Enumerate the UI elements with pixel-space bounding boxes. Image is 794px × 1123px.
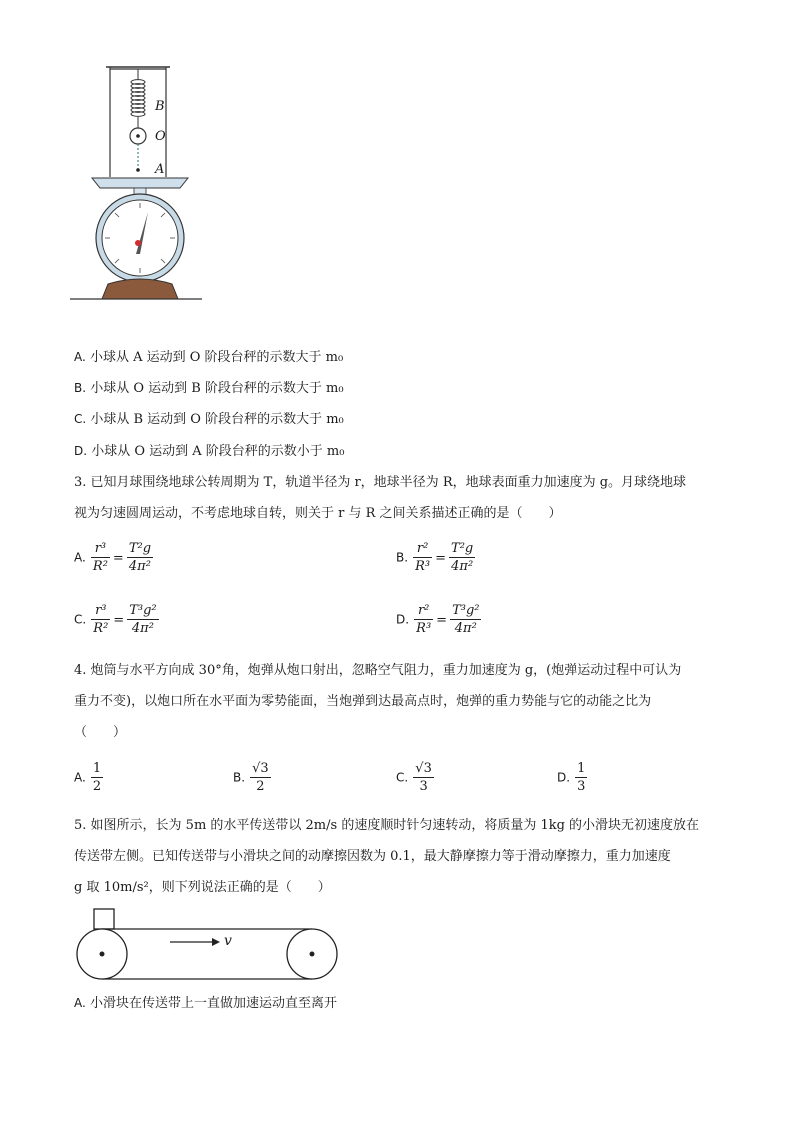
fraction: $\frac{\text{r³}}{\text{R²}}$ [93,603,109,636]
q4-option-a[interactable]: A. $\frac{1}{2}$ [74,761,102,794]
q4-stem-line1: 4. 炮筒与水平方向成 30°角，炮弹从炮口射出，忽略空气阻力，重力加速度为 g，(炮弹运动过程中可认为 [74,663,682,678]
q2-option-b[interactable]: B. 小球从 O 运动到 B 阶段台秤的示数大于 m₀ [74,381,344,396]
fraction: $\frac{\text{T²g}}{\text{4π²}}$ [451,541,474,574]
fraction: $\frac{1}{2}$ [92,761,102,794]
q4-stem-line3: （ ） [74,725,127,740]
fraction: $\frac{\text{T³g²}}{\text{4π²}}$ [452,603,480,636]
q3-option-c[interactable]: C. $\frac{\text{r³}}{\text{R²}}$ = $\frac{\text{T³g²}}{\text{4π²}}$ [74,603,157,636]
label-B: B [155,99,165,114]
fraction: $\frac{√3}{3}$ [415,761,432,794]
q3-option-a[interactable]: A. $\frac{\text{r³}}{\text{R²}}$ = $\frac{\text{T²g}}{\text{4π²}}$ [74,541,152,574]
q4-stem-line2: 重力不变)，以炮口所在水平面为零势能面，当炮弹到达最高点时，炮弹的重力势能与它的动能之比为 [74,694,652,709]
q4-option-b[interactable]: B. $\frac{√3}{2}$ [233,761,269,794]
q5-stem-line1: 5. 如图所示，长为 5m 的水平传送带以 2m/s 的速度顺时针匀速转动，将质量为 1kg 的小滑块无初速度放在 [74,818,700,833]
spring-scale-figure [70,62,210,307]
slider-block [94,909,114,929]
q3-option-b[interactable]: B. $\frac{\text{r²}}{\text{R³}}$ = $\frac{\text{T²g}}{\text{4π²}}$ [396,541,474,574]
q4-option-d[interactable]: D. $\frac{1}{3}$ [557,761,586,794]
q3-stem-line2: 视为匀速圆周运动，不考虑地球自转，则关于 r 与 R 之间关系描述正确的是（ ） [74,506,562,521]
q2-option-c[interactable]: C. 小球从 B 运动到 O 阶段台秤的示数大于 m₀ [74,412,344,427]
fraction: $\frac{\text{r³}}{\text{R²}}$ [92,541,108,574]
fraction: $\frac{\text{r²}}{\text{R³}}$ [415,541,431,574]
q2-option-d[interactable]: D. 小球从 O 运动到 A 阶段台秤的示数小于 m₀ [74,444,345,459]
fraction: $\frac{\text{T²g}}{\text{4π²}}$ [128,541,152,574]
fraction: $\frac{√3}{2}$ [252,761,269,794]
label-O: O [155,129,166,144]
label-A: A [155,162,165,177]
q3-option-d[interactable]: D. $\frac{\text{r²}}{\text{R³}}$ = $\frac{\text{T³g²}}{\text{4π²}}$ [396,603,480,636]
q3-stem-line1: 3. 已知月球围绕地球公转周期为 T，轨道半径为 r，地球半径为 R，地球表面重力加速度为 g。月球绕地球 [74,475,687,490]
q5-stem-line3: g 取 10m/s²，则下列说法正确的是（ ） [74,880,331,895]
velocity-label: v [224,933,232,949]
q4-option-c[interactable]: C. $\frac{√3}{3}$ [396,761,432,794]
fraction: $\frac{\text{r²}}{\text{R³}}$ [416,603,432,636]
fraction: $\frac{1}{3}$ [577,761,586,794]
conveyor-belt-figure [74,905,344,985]
q2-option-a[interactable]: A. 小球从 A 运动到 O 阶段台秤的示数大于 m₀ [74,350,344,365]
q5-stem-line2: 传送带左侧。已知传送带与小滑块之间的动摩擦因数为 0.1，最大静摩擦力等于滑动摩擦力，重力加速度 [74,849,671,864]
fraction: $\frac{\text{T³g²}}{\text{4π²}}$ [129,603,157,636]
q5-option-a[interactable]: A. 小滑块在传送带上一直做加速运动直至离开 [74,996,337,1011]
